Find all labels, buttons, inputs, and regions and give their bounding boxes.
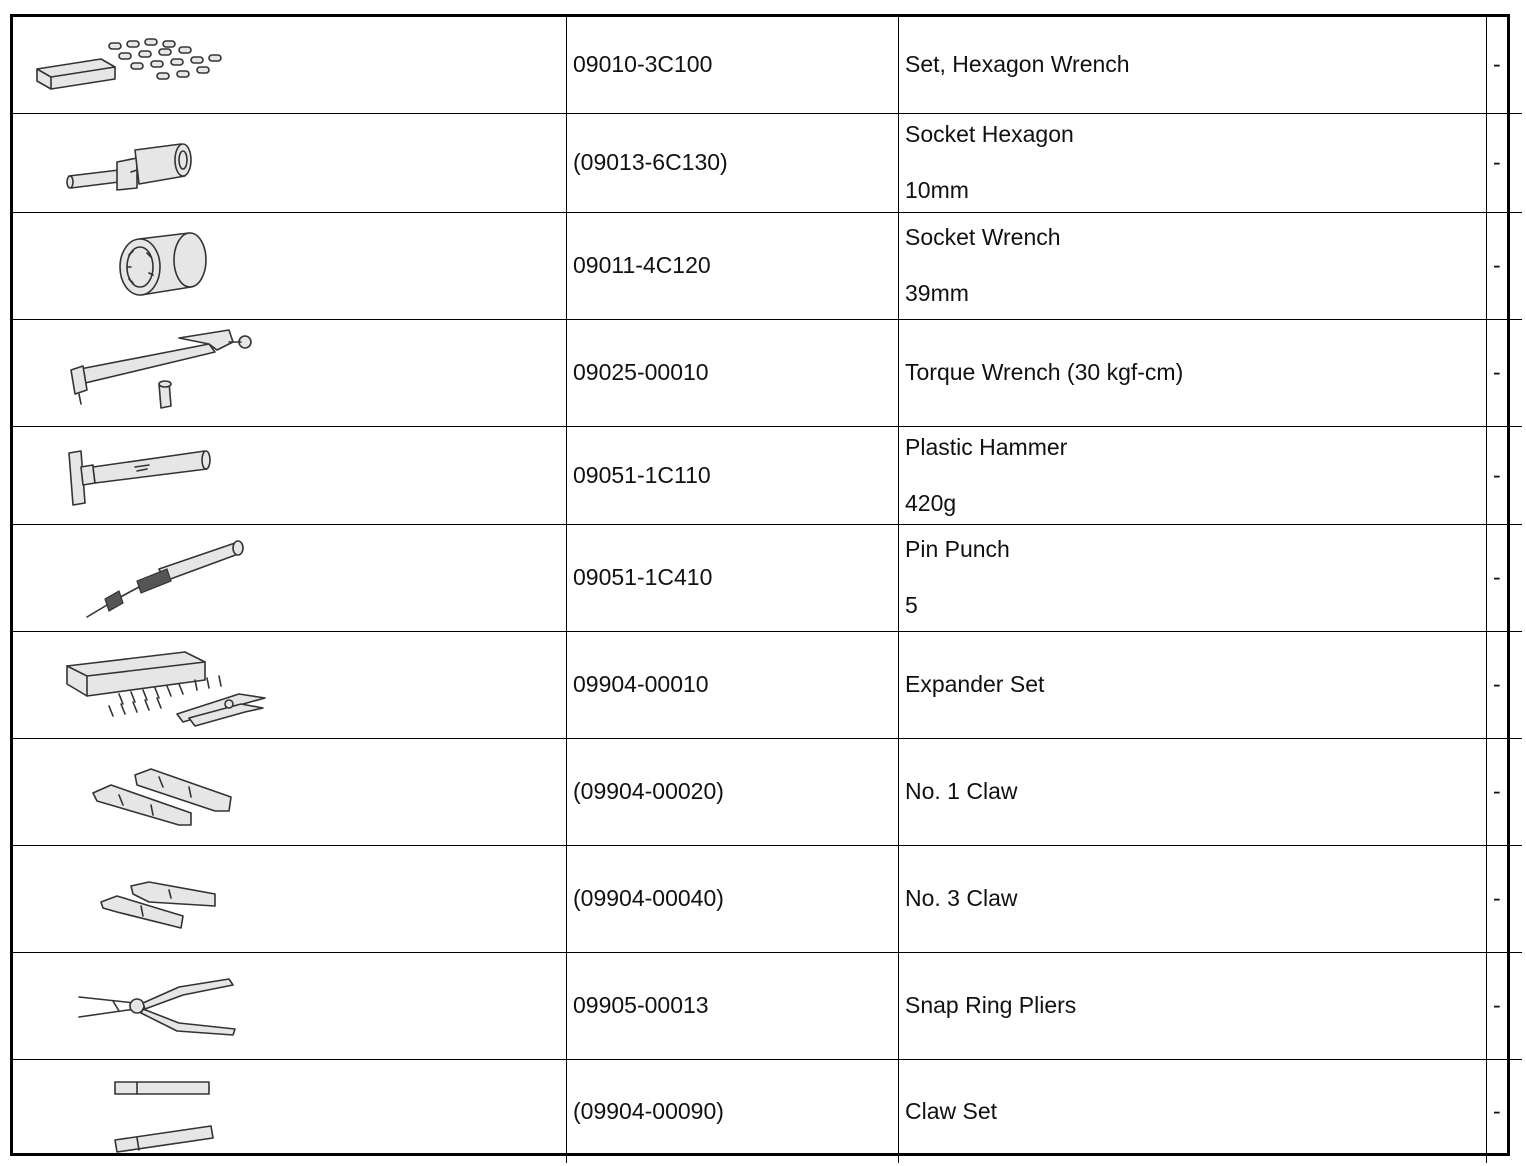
table-row xyxy=(13,525,1522,632)
pin-punch-icon xyxy=(19,525,560,631)
tool-name-cell xyxy=(899,427,1487,525)
socket-hexagon-icon xyxy=(19,114,560,212)
claw-set-icon xyxy=(19,1060,560,1163)
remark: - xyxy=(1487,17,1523,114)
tool-name-cell xyxy=(899,739,1487,846)
tool-name-cell xyxy=(899,17,1487,114)
tool-name: Set, Hexagon Wrench xyxy=(905,51,1130,78)
expander-set-icon xyxy=(19,632,560,738)
tool-image-cell xyxy=(13,1060,567,1164)
part-number: 09011-4C120 xyxy=(567,213,899,320)
part-number: (09904-00020) xyxy=(567,739,899,846)
no3-claw-icon xyxy=(19,846,560,952)
tool-image-cell xyxy=(13,213,567,320)
remark: - xyxy=(1487,213,1523,320)
tool-image-cell xyxy=(13,320,567,427)
tool-name: Torque Wrench (30 kgf-cm) xyxy=(905,359,1184,386)
table-row xyxy=(13,114,1522,213)
tool-name-cell xyxy=(899,114,1487,213)
remark: - xyxy=(1487,427,1523,525)
plastic-hammer-icon xyxy=(19,427,560,524)
tool-image-cell xyxy=(13,525,567,632)
remark: - xyxy=(1487,739,1523,846)
table-row xyxy=(13,1060,1522,1164)
remark: - xyxy=(1487,1060,1523,1164)
tool-image-cell xyxy=(13,114,567,213)
tool-name-cell xyxy=(899,632,1487,739)
tool-name: Socket Wrench xyxy=(905,224,1061,251)
tool-spec: 420g xyxy=(905,489,957,516)
part-number: 09025-00010 xyxy=(567,320,899,427)
part-number: 09051-1C110 xyxy=(567,427,899,525)
part-number: (09904-00040) xyxy=(567,846,899,953)
table-row xyxy=(13,739,1522,846)
remark: - xyxy=(1487,320,1523,427)
tool-name: Claw Set xyxy=(905,1097,998,1124)
tool-image-cell xyxy=(13,17,567,114)
special-tools-table-frame xyxy=(10,14,1510,1156)
part-number: (09904-00090) xyxy=(567,1060,899,1164)
tool-name-cell xyxy=(899,953,1487,1060)
tool-spec: 10mm xyxy=(905,177,969,203)
remark: - xyxy=(1487,525,1523,632)
tool-name-cell xyxy=(899,1060,1487,1164)
tool-spec: 5 xyxy=(905,592,918,618)
tool-name: Snap Ring Pliers xyxy=(905,992,1077,1019)
table-row xyxy=(13,846,1522,953)
hexagon-wrench-set-icon xyxy=(19,17,560,113)
remark: - xyxy=(1487,846,1523,953)
tool-spec: 39mm xyxy=(905,280,969,306)
socket-wrench-icon xyxy=(19,213,560,319)
no1-claw-icon xyxy=(19,739,560,845)
tool-name: No. 1 Claw xyxy=(905,778,1018,805)
table-row xyxy=(13,632,1522,739)
tool-name: No. 3 Claw xyxy=(905,885,1018,912)
tool-name: Plastic Hammer xyxy=(905,433,1068,460)
tool-image-cell xyxy=(13,427,567,525)
tool-name-cell xyxy=(899,525,1487,632)
tool-image-cell xyxy=(13,739,567,846)
table-row xyxy=(13,17,1522,114)
tool-image-cell xyxy=(13,632,567,739)
part-number: 09905-00013 xyxy=(567,953,899,1060)
snap-ring-pliers-icon xyxy=(19,953,560,1059)
tool-image-cell xyxy=(13,953,567,1060)
remark: - xyxy=(1487,953,1523,1060)
torque-wrench-icon xyxy=(19,320,560,426)
remark: - xyxy=(1487,114,1523,213)
tool-name-cell xyxy=(899,213,1487,320)
tool-name: Expander Set xyxy=(905,671,1045,698)
tool-name: Pin Punch xyxy=(905,536,1010,563)
part-number: (09013-6C130) xyxy=(567,114,899,213)
tool-name: Socket Hexagon xyxy=(905,121,1074,148)
table-row xyxy=(13,953,1522,1060)
tool-image-cell xyxy=(13,846,567,953)
table-row xyxy=(13,213,1522,320)
table-row xyxy=(13,427,1522,525)
part-number: 09904-00010 xyxy=(567,632,899,739)
tool-name-cell xyxy=(899,320,1487,427)
special-tools-table xyxy=(13,17,1522,1163)
tool-name-cell xyxy=(899,846,1487,953)
part-number: 09051-1C410 xyxy=(567,525,899,632)
remark: - xyxy=(1487,632,1523,739)
table-row xyxy=(13,320,1522,427)
part-number: 09010-3C100 xyxy=(567,17,899,114)
